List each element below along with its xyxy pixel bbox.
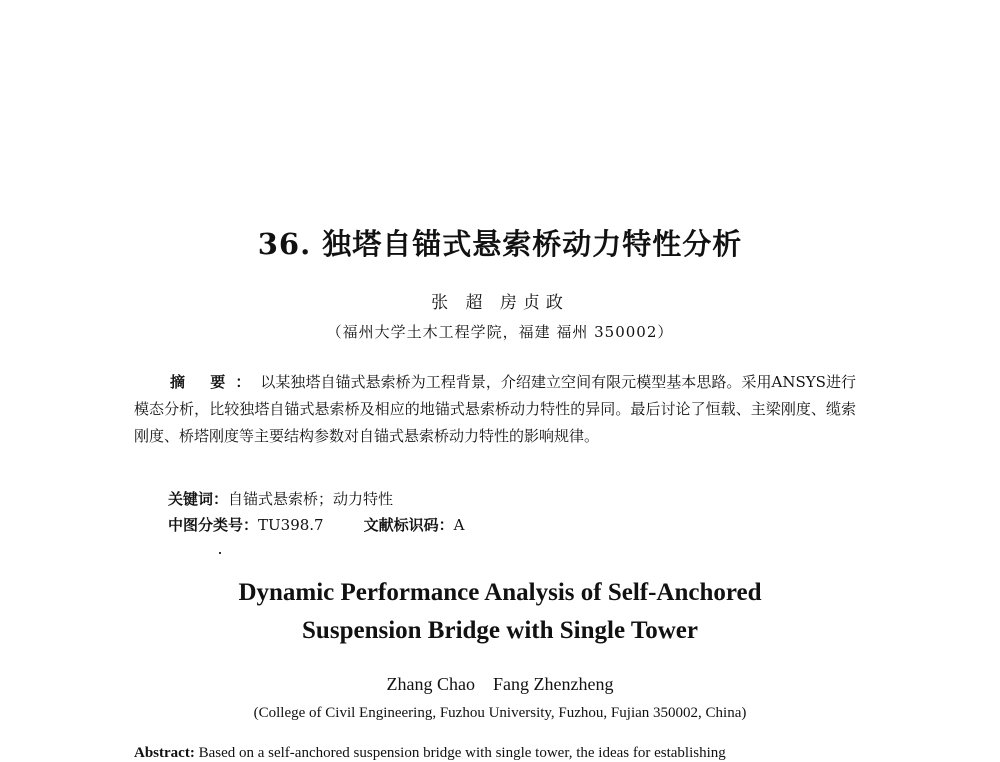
chinese-abstract-label: 摘 要： bbox=[170, 373, 261, 391]
english-author-1: Zhang Chao bbox=[386, 674, 475, 694]
english-title-line-1: Dynamic Performance Analysis of Self-Anchored bbox=[238, 579, 762, 606]
keywords-text: 自锚式悬索桥；动力特性 bbox=[228, 490, 394, 508]
english-author-2: Fang Zhenzheng bbox=[493, 674, 614, 694]
english-affiliation: (College of Civil Engineering, Fuzhou University, Fuzhou, Fujian 350002, China) bbox=[253, 705, 747, 721]
chinese-abstract bbox=[134, 369, 856, 450]
chinese-affiliation: （福州大学土木工程学院，福建 福州 350002） bbox=[326, 323, 674, 341]
keywords-label: 关键词： bbox=[168, 490, 229, 508]
chinese-abstract-text: 以某独塔自锚式悬索桥为工程背景，介绍建立空间有限元模型基本思路。采用ANSYS进行模态分析，比较独塔自锚式悬索桥及相应的地锚式悬索桥动力特性的异同。最后讨论了恒载、主梁刚度、缆索刚度、桥塔刚度等主要结构参数对自锚式悬索桥动力特性的影响规律。 bbox=[134, 373, 856, 445]
document-code-value: A bbox=[453, 516, 465, 534]
classification-value: TU398.7 bbox=[258, 516, 324, 534]
english-title-line-2: Suspension Bridge with Single Tower bbox=[302, 617, 698, 644]
english-abstract-label: Abstract: bbox=[134, 745, 195, 761]
classification-line bbox=[168, 514, 464, 535]
english-abstract-text: Based on a self-anchored suspension bridge with single tower, the ideas for establishing bbox=[198, 745, 726, 761]
english-title bbox=[0, 574, 1000, 650]
document-code-label: 文献标识码： bbox=[363, 516, 454, 534]
chinese-keywords bbox=[168, 488, 393, 509]
english-authors bbox=[0, 674, 1000, 695]
chinese-title: 36. 独塔自锚式悬索桥动力特性分析 bbox=[257, 227, 743, 261]
scan-speck bbox=[219, 552, 221, 554]
classification-label: 中图分类号： bbox=[168, 516, 259, 534]
chinese-authors: 张 超 房贞政 bbox=[431, 293, 569, 313]
english-abstract bbox=[134, 745, 874, 762]
